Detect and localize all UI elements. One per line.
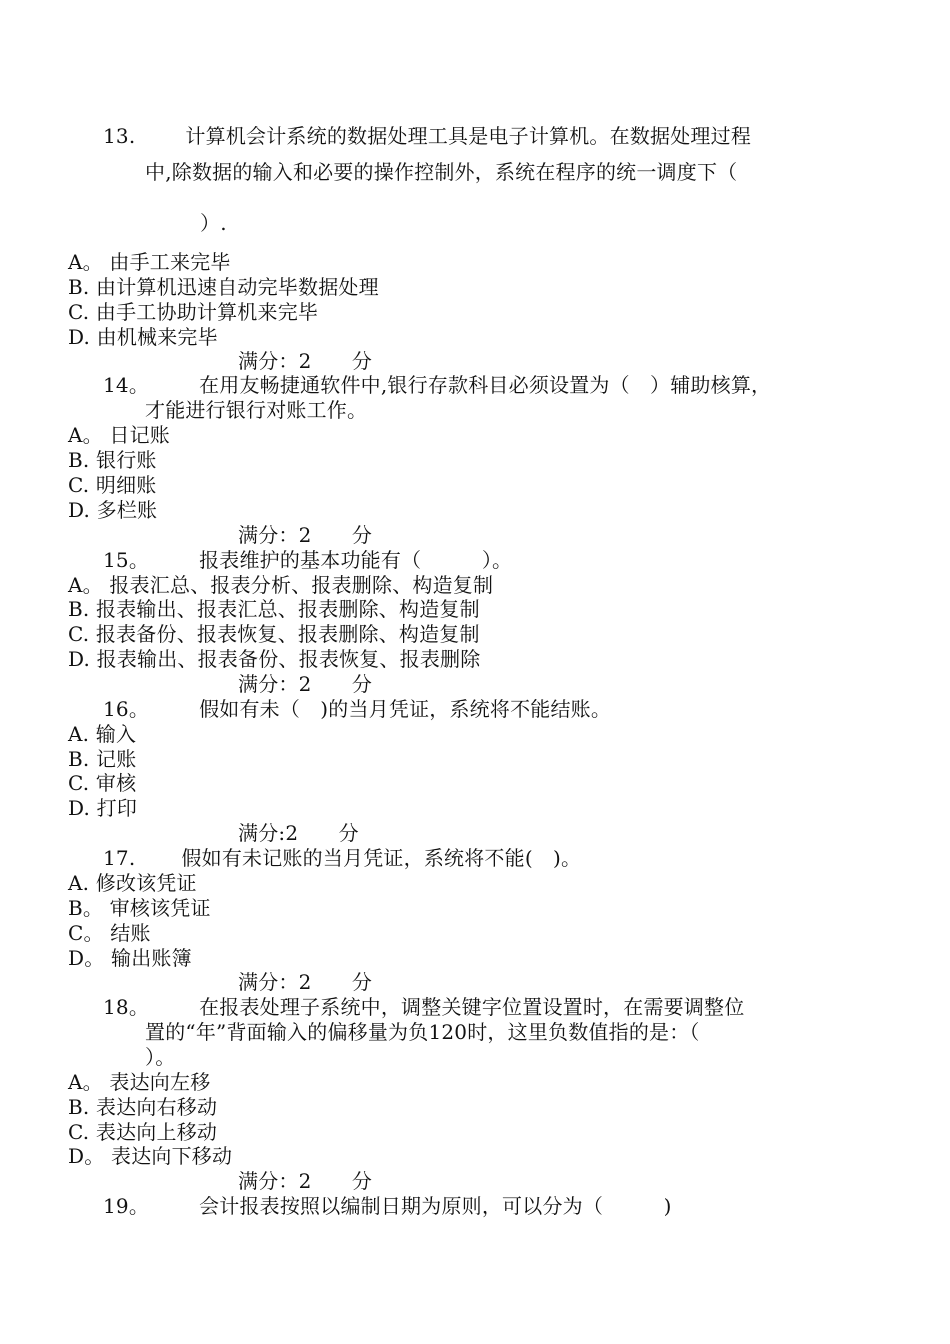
question-18-option-c: C. 表达向上移动 — [68, 1120, 218, 1144]
question-13-score: 满分：2 分 — [238, 349, 373, 373]
question-14-score: 满分：2 分 — [238, 523, 373, 547]
question-13-option-c: C. 由手工协助计算机来完毕 — [68, 300, 319, 324]
question-17-option-d: D。 输出账簿 — [68, 946, 192, 970]
question-18-option-d: D。 表达向下移动 — [68, 1144, 233, 1168]
question-18-score: 满分：2 分 — [238, 1169, 373, 1193]
question-13-option-b: B. 由计算机迅速自动完毕数据处理 — [68, 275, 379, 299]
question-16-text: 假如有未（ )的当月凭证，系统将不能结账。 — [199, 697, 612, 721]
question-17-option-a: A. 修改该凭证 — [68, 871, 197, 895]
question-14-text: 在用友畅捷通软件中,银行存款科目必须设置为（ ）辅助核算， — [199, 373, 772, 397]
question-17-option-c: C。 结账 — [68, 921, 151, 945]
question-17-text: 假如有未记账的当月凭证，系统将不能( )。 — [181, 846, 582, 870]
question-13-option-d: D. 由机械来完毕 — [68, 325, 218, 349]
question-19-line-1 — [103, 1194, 672, 1219]
question-14-option-a: A。 日记账 — [68, 423, 171, 447]
question-14-number: 14。 — [103, 373, 150, 397]
question-15-line-1 — [103, 548, 512, 573]
question-15-option-c: C. 报表备份、报表恢复、报表删除、构造复制 — [68, 622, 480, 646]
question-18-option-a: A。 表达向左移 — [68, 1070, 211, 1094]
question-15-number: 15。 — [103, 548, 150, 572]
question-13-text: 计算机会计系统的数据处理工具是电子计算机。在数据处理过程 — [185, 124, 752, 148]
question-18-text: 在报表处理子系统中，调整关键字位置设置时，在需要调整位 — [199, 995, 745, 1019]
question-19-text: 会计报表按照以编制日期为原则，可以分为（ ) — [199, 1194, 672, 1218]
question-15-option-b: B. 报表输出、报表汇总、报表删除、构造复制 — [68, 597, 480, 621]
question-18-line-1 — [103, 995, 744, 1020]
question-13-number: 13. — [103, 124, 136, 148]
question-18-line-2: 置的“年”背面输入的偏移量为负120时，这里负数值指的是：（ — [145, 1020, 700, 1044]
question-16-option-b: B. 记账 — [68, 747, 137, 771]
question-16-line-1 — [103, 697, 611, 722]
question-14-line-2: 才能进行银行对账工作。 — [145, 398, 368, 422]
question-16-option-a: A. 输入 — [68, 722, 137, 746]
question-17-score: 满分：2 分 — [238, 970, 373, 994]
question-18-option-b: B. 表达向右移动 — [68, 1095, 218, 1119]
question-16-option-d: D. 打印 — [68, 796, 138, 820]
question-15-option-d: D. 报表输出、报表备份、报表恢复、报表删除 — [68, 647, 481, 671]
question-18-number: 18。 — [103, 995, 150, 1019]
question-13-line-2: 中,除数据的输入和必要的操作控制外，系统在程序的统一调度下（ — [145, 160, 738, 184]
question-13-line-1 — [103, 124, 751, 149]
question-17-option-b: B。 审核该凭证 — [68, 896, 211, 920]
question-14-line-1 — [103, 373, 771, 398]
question-17-number: 17. — [103, 846, 136, 870]
question-16-score: 满分:2 分 — [238, 821, 359, 845]
question-13-option-a: A。 由手工来完毕 — [68, 250, 231, 274]
question-16-option-c: C. 审核 — [68, 771, 137, 795]
question-15-text: 报表维护的基本功能有（ ）。 — [199, 548, 513, 572]
question-16-number: 16。 — [103, 697, 150, 721]
question-14-option-d: D. 多栏账 — [68, 498, 158, 522]
question-14-option-c: C. 明细账 — [68, 473, 157, 497]
question-15-score: 满分：2 分 — [238, 672, 373, 696]
question-18-line-3: ）。 — [145, 1045, 176, 1069]
question-19-number: 19。 — [103, 1194, 150, 1218]
question-13-line-3: ）. — [200, 211, 227, 235]
question-17-line-1 — [103, 846, 581, 871]
question-14-option-b: B. 银行账 — [68, 448, 157, 472]
question-15-option-a: A。 报表汇总、报表分析、报表删除、构造复制 — [68, 573, 494, 597]
